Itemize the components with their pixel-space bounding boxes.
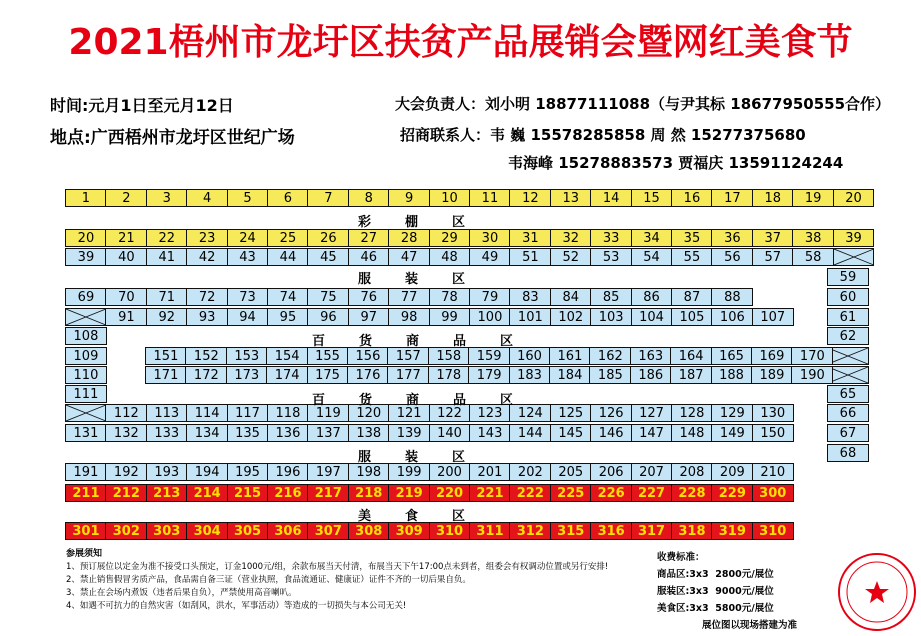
booth-cell: 308 bbox=[348, 522, 390, 540]
booth-cell: 112 bbox=[105, 404, 147, 422]
zone-label-general-2: 百货商品区 bbox=[312, 393, 548, 408]
booth-cell: 159 bbox=[468, 347, 510, 365]
booth-cell: 125 bbox=[550, 404, 592, 422]
booth-cell: 40 bbox=[105, 248, 147, 266]
booth-cell: 179 bbox=[468, 366, 510, 384]
zone-label-caipeng: 彩棚区 bbox=[358, 215, 500, 230]
booth-cell: 155 bbox=[307, 347, 349, 365]
booth-cell: 205 bbox=[550, 463, 592, 481]
booth-cell: 215 bbox=[227, 484, 269, 502]
booth-cell: 122 bbox=[429, 404, 471, 422]
booth-cell: 208 bbox=[671, 463, 713, 481]
booth-cell: 119 bbox=[307, 404, 349, 422]
booth-cell: 228 bbox=[671, 484, 713, 502]
booth-cell: 2 bbox=[105, 189, 147, 207]
fee-row: 美食区:3x3 5800元/展位 bbox=[657, 603, 774, 614]
booth-cell: 67 bbox=[827, 424, 869, 442]
booth-cell: 12 bbox=[509, 189, 551, 207]
booth-cell: 209 bbox=[711, 463, 753, 481]
booth-cell: 49 bbox=[469, 248, 511, 266]
booth-cell: 44 bbox=[267, 248, 309, 266]
booth-cell: 197 bbox=[307, 463, 349, 481]
booth-cell: 19 bbox=[792, 189, 834, 207]
booth-cell: 20 bbox=[65, 229, 107, 247]
booth-cell: 47 bbox=[388, 248, 430, 266]
booth-cell: 56 bbox=[711, 248, 753, 266]
booth-cell: 27 bbox=[348, 229, 390, 247]
booth-cell: 24 bbox=[227, 229, 269, 247]
booth-cell: 114 bbox=[186, 404, 228, 422]
booth-cell: 99 bbox=[429, 308, 471, 326]
zone-label-general-1: 百货商品区 bbox=[312, 334, 548, 349]
booth-cell: 33 bbox=[590, 229, 632, 247]
booth-cell: 58 bbox=[792, 248, 834, 266]
booth-cell: 76 bbox=[348, 288, 390, 306]
booth-cell: 4 bbox=[186, 189, 228, 207]
booth-cell: 187 bbox=[670, 366, 712, 384]
booth-cell: 137 bbox=[307, 424, 349, 442]
fee-table bbox=[657, 549, 797, 634]
booth-cell: 201 bbox=[469, 463, 511, 481]
booth-cell: 317 bbox=[631, 522, 673, 540]
booth-cell: 213 bbox=[146, 484, 188, 502]
notes-heading: 参展须知 bbox=[66, 549, 103, 559]
booth-cell: 185 bbox=[589, 366, 631, 384]
booth-cell: 227 bbox=[631, 484, 673, 502]
booth-cell: 68 bbox=[827, 444, 869, 462]
fee-heading: 收费标准： bbox=[657, 552, 705, 563]
booth-cell: 74 bbox=[267, 288, 309, 306]
booth-cell: 13 bbox=[550, 189, 592, 207]
booth-cell: 108 bbox=[65, 327, 107, 345]
booth-cell: 22 bbox=[146, 229, 188, 247]
booth-cell: 104 bbox=[631, 308, 673, 326]
booth-cell: 100 bbox=[469, 308, 511, 326]
booth-cell: 25 bbox=[267, 229, 309, 247]
booth-cell: 149 bbox=[711, 424, 753, 442]
booth-cell: 165 bbox=[711, 347, 753, 365]
booth-cell: 97 bbox=[348, 308, 390, 326]
booth-cell: 35 bbox=[671, 229, 713, 247]
zone-label-clothing-2: 服装区 bbox=[358, 450, 500, 465]
seal-stamp bbox=[838, 553, 916, 631]
booth-cell: 92 bbox=[146, 308, 188, 326]
booth-cell: 38 bbox=[792, 229, 834, 247]
booth-cell: 39 bbox=[833, 229, 875, 247]
poster-title: 2021梧州市龙圩区扶贫产品展销会暨网红美食节 bbox=[68, 22, 853, 63]
booth-cell: 31 bbox=[509, 229, 551, 247]
booth-cell: 310 bbox=[429, 522, 471, 540]
booth-cell: 135 bbox=[227, 424, 269, 442]
booth-cell: 62 bbox=[827, 327, 869, 345]
booth-cell: 101 bbox=[509, 308, 551, 326]
booth-cell: 200 bbox=[429, 463, 471, 481]
booth-cell: 79 bbox=[469, 288, 511, 306]
booth-cell: 41 bbox=[146, 248, 188, 266]
booth-cell: 73 bbox=[227, 288, 269, 306]
booth-cell: 150 bbox=[752, 424, 794, 442]
booth-cell: 169 bbox=[751, 347, 793, 365]
booth-cell: 164 bbox=[670, 347, 712, 365]
booth-cell: 305 bbox=[227, 522, 269, 540]
booth-cell: 136 bbox=[267, 424, 309, 442]
booth-cell: 310 bbox=[752, 522, 794, 540]
booth-cell: 160 bbox=[509, 347, 551, 365]
booth-cell: 57 bbox=[752, 248, 794, 266]
booth-cell: 42 bbox=[186, 248, 228, 266]
booth-cell: 156 bbox=[347, 347, 389, 365]
booth-cell: 85 bbox=[590, 288, 632, 306]
booth-cell: 18 bbox=[752, 189, 794, 207]
booth-cell: 21 bbox=[105, 229, 147, 247]
event-contact-2: 韦海峰 15278883573 贾福庆 13591124244 bbox=[508, 154, 844, 172]
booth-cell: 133 bbox=[146, 424, 188, 442]
booth-cell: 184 bbox=[549, 366, 591, 384]
booth-cell: 105 bbox=[671, 308, 713, 326]
booth-cell: 144 bbox=[509, 424, 551, 442]
booth-cell: 128 bbox=[671, 404, 713, 422]
booth-cell: 129 bbox=[711, 404, 753, 422]
booth-cell: 146 bbox=[590, 424, 632, 442]
booth-cell: 9 bbox=[388, 189, 430, 207]
booth-cell: 102 bbox=[550, 308, 592, 326]
booth-cell: 174 bbox=[266, 366, 308, 384]
booth-cell: 32 bbox=[550, 229, 592, 247]
booth-cell: 311 bbox=[469, 522, 511, 540]
booth-cell: 111 bbox=[65, 385, 107, 403]
booth-cell: 145 bbox=[550, 424, 592, 442]
booth-cell: 183 bbox=[509, 366, 551, 384]
event-time: 时间:元月1日至元月12日 bbox=[50, 96, 234, 115]
zone-label-clothing: 服装区 bbox=[358, 272, 500, 287]
booth-cell: 178 bbox=[428, 366, 470, 384]
booth-cell: 303 bbox=[146, 522, 188, 540]
booth-cell: 152 bbox=[185, 347, 227, 365]
booth-cell: 158 bbox=[428, 347, 470, 365]
booth-cell: 75 bbox=[307, 288, 349, 306]
booth-cell: 36 bbox=[711, 229, 753, 247]
booth-cell: 46 bbox=[348, 248, 390, 266]
booth-cell: 139 bbox=[388, 424, 430, 442]
booth-cell: 172 bbox=[185, 366, 227, 384]
booth-cell: 194 bbox=[186, 463, 228, 481]
booth-cell: 7 bbox=[307, 189, 349, 207]
booth-cell: 94 bbox=[227, 308, 269, 326]
booth-cell: 95 bbox=[267, 308, 309, 326]
booth-cell: 11 bbox=[469, 189, 511, 207]
empty-booth-cell bbox=[65, 308, 107, 326]
booth-cell: 216 bbox=[267, 484, 309, 502]
booth-cell: 51 bbox=[509, 248, 551, 266]
booth-cell: 218 bbox=[348, 484, 390, 502]
booth-cell: 301 bbox=[65, 522, 107, 540]
booth-cell: 23 bbox=[186, 229, 228, 247]
booth-cell: 315 bbox=[550, 522, 592, 540]
empty-booth-cell bbox=[65, 404, 107, 422]
booth-cell: 53 bbox=[590, 248, 632, 266]
booth-cell: 312 bbox=[509, 522, 551, 540]
booth-cell: 319 bbox=[711, 522, 753, 540]
booth-cell: 1 bbox=[65, 189, 107, 207]
booth-cell: 175 bbox=[307, 366, 349, 384]
booth-cell: 162 bbox=[589, 347, 631, 365]
booth-cell: 28 bbox=[388, 229, 430, 247]
booth-cell: 171 bbox=[145, 366, 187, 384]
booth-cell: 118 bbox=[267, 404, 309, 422]
booth-cell: 188 bbox=[711, 366, 753, 384]
booth-cell: 229 bbox=[711, 484, 753, 502]
event-contact: 招商联系人：韦 巍 15578285858 周 然 15277375680 bbox=[400, 126, 806, 144]
exhibitor-notes bbox=[66, 548, 608, 613]
booth-cell: 110 bbox=[65, 366, 107, 384]
booth-cell: 91 bbox=[105, 308, 147, 326]
event-place: 地点:广西梧州市龙圩区世纪广场 bbox=[50, 128, 295, 148]
booth-cell: 190 bbox=[791, 366, 833, 384]
notes-line: 2、禁止销售假冒劣质产品，食品需自备三证（营业执照，食品流通证、健康证）证件不齐的一切后果自负。 bbox=[66, 575, 471, 585]
booth-cell: 127 bbox=[631, 404, 673, 422]
booth-cell: 16 bbox=[671, 189, 713, 207]
booth-cell: 107 bbox=[752, 308, 794, 326]
fee-row: 商品区:3x3 2800元/展位 bbox=[657, 569, 774, 580]
booth-cell: 78 bbox=[429, 288, 471, 306]
booth-cell: 54 bbox=[631, 248, 673, 266]
booth-cell: 8 bbox=[348, 189, 390, 207]
empty-booth-cell bbox=[827, 366, 869, 384]
booth-cell: 220 bbox=[429, 484, 471, 502]
booth-cell: 93 bbox=[186, 308, 228, 326]
booth-cell: 302 bbox=[105, 522, 147, 540]
booth-cell: 61 bbox=[827, 308, 869, 326]
booth-cell: 60 bbox=[827, 288, 869, 306]
booth-cell: 48 bbox=[429, 248, 471, 266]
booth-cell: 6 bbox=[267, 189, 309, 207]
booth-cell: 212 bbox=[105, 484, 147, 502]
booth-cell: 161 bbox=[549, 347, 591, 365]
booth-cell: 211 bbox=[65, 484, 107, 502]
booth-cell: 5 bbox=[227, 189, 269, 207]
booth-cell: 120 bbox=[348, 404, 390, 422]
booth-cell: 196 bbox=[267, 463, 309, 481]
booth-cell: 153 bbox=[226, 347, 268, 365]
booth-cell: 163 bbox=[630, 347, 672, 365]
booth-cell: 189 bbox=[751, 366, 793, 384]
booth-cell: 45 bbox=[307, 248, 349, 266]
booth-cell: 26 bbox=[307, 229, 349, 247]
booth-cell: 217 bbox=[307, 484, 349, 502]
event-manager: 大会负责人：刘小明 18877111088（与尹其标 18677950555合作） bbox=[395, 95, 891, 113]
booth-cell: 316 bbox=[590, 522, 632, 540]
booth-cell: 87 bbox=[671, 288, 713, 306]
booth-cell: 59 bbox=[827, 268, 869, 286]
notes-line: 1、预订展位以定金为准不接受口头预定，订金1000元/组，余款布展当天付清，布展当天下午17:00点未到者，组委会有权调动位置或另行安排! bbox=[66, 562, 609, 572]
booth-cell: 130 bbox=[752, 404, 794, 422]
booth-cell: 147 bbox=[631, 424, 673, 442]
booth-cell: 66 bbox=[827, 404, 869, 422]
booth-cell: 176 bbox=[347, 366, 389, 384]
booth-cell: 140 bbox=[429, 424, 471, 442]
booth-cell: 69 bbox=[65, 288, 107, 306]
notes-line: 3、禁止在会场内煮饭（违者后果自负），严禁使用高音喇叭。 bbox=[66, 588, 297, 598]
booth-cell: 34 bbox=[631, 229, 673, 247]
booth-cell: 84 bbox=[550, 288, 592, 306]
booth-cell: 55 bbox=[671, 248, 713, 266]
booth-cell: 206 bbox=[590, 463, 632, 481]
booth-cell: 124 bbox=[509, 404, 551, 422]
booth-cell: 170 bbox=[791, 347, 833, 365]
booth-cell: 65 bbox=[827, 385, 869, 403]
booth-cell: 309 bbox=[388, 522, 430, 540]
booth-cell: 83 bbox=[509, 288, 551, 306]
booth-cell: 117 bbox=[227, 404, 269, 422]
booth-cell: 134 bbox=[186, 424, 228, 442]
booth-cell: 98 bbox=[388, 308, 430, 326]
booth-cell: 70 bbox=[105, 288, 147, 306]
booth-cell: 222 bbox=[509, 484, 551, 502]
booth-cell: 300 bbox=[752, 484, 794, 502]
booth-cell: 37 bbox=[752, 229, 794, 247]
booth-cell: 173 bbox=[226, 366, 268, 384]
booth-cell: 191 bbox=[65, 463, 107, 481]
booth-cell: 113 bbox=[146, 404, 188, 422]
booth-cell: 126 bbox=[590, 404, 632, 422]
booth-cell: 207 bbox=[631, 463, 673, 481]
booth-cell: 123 bbox=[469, 404, 511, 422]
zone-label-food: 美食区 bbox=[358, 509, 500, 524]
booth-cell: 154 bbox=[266, 347, 308, 365]
booth-cell: 186 bbox=[630, 366, 672, 384]
booth-cell: 29 bbox=[429, 229, 471, 247]
booth-cell: 226 bbox=[590, 484, 632, 502]
booth-cell: 121 bbox=[388, 404, 430, 422]
booth-cell: 195 bbox=[227, 463, 269, 481]
booth-cell: 109 bbox=[65, 347, 107, 365]
booth-cell: 198 bbox=[348, 463, 390, 481]
empty-booth-cell bbox=[827, 347, 869, 365]
booth-cell: 214 bbox=[186, 484, 228, 502]
booth-cell: 103 bbox=[590, 308, 632, 326]
booth-cell: 86 bbox=[631, 288, 673, 306]
booth-cell: 96 bbox=[307, 308, 349, 326]
booth-cell: 30 bbox=[469, 229, 511, 247]
booth-cell: 77 bbox=[388, 288, 430, 306]
booth-cell: 221 bbox=[469, 484, 511, 502]
booth-cell: 151 bbox=[145, 347, 187, 365]
booth-cell: 39 bbox=[65, 248, 107, 266]
booth-cell: 10 bbox=[429, 189, 471, 207]
seal-star-icon bbox=[840, 555, 914, 629]
booth-cell: 225 bbox=[550, 484, 592, 502]
booth-cell: 88 bbox=[711, 288, 753, 306]
booth-cell: 148 bbox=[671, 424, 713, 442]
booth-cell: 138 bbox=[348, 424, 390, 442]
booth-cell: 177 bbox=[387, 366, 429, 384]
booth-cell: 210 bbox=[752, 463, 794, 481]
booth-cell: 72 bbox=[186, 288, 228, 306]
booth-cell: 3 bbox=[146, 189, 188, 207]
booth-cell: 307 bbox=[307, 522, 349, 540]
fee-row: 服装区:3x3 9000元/展位 bbox=[657, 586, 774, 597]
notes-line: 4、如遇不可抗力的自然灾害（如刮风，洪水，军事活动）等造成的一切损失与本公司无关! bbox=[66, 601, 407, 611]
booth-cell: 193 bbox=[146, 463, 188, 481]
booth-cell: 20 bbox=[833, 189, 875, 207]
booth-cell: 131 bbox=[65, 424, 107, 442]
booth-cell: 192 bbox=[105, 463, 147, 481]
empty-booth-cell bbox=[833, 248, 875, 266]
booth-cell: 17 bbox=[711, 189, 753, 207]
booth-cell: 143 bbox=[469, 424, 511, 442]
booth-cell: 71 bbox=[146, 288, 188, 306]
booth-cell: 106 bbox=[711, 308, 753, 326]
booth-cell: 43 bbox=[227, 248, 269, 266]
booth-cell: 52 bbox=[550, 248, 592, 266]
booth-cell: 132 bbox=[105, 424, 147, 442]
booth-cell: 304 bbox=[186, 522, 228, 540]
booth-cell: 318 bbox=[671, 522, 713, 540]
booth-cell: 15 bbox=[631, 189, 673, 207]
booth-cell: 306 bbox=[267, 522, 309, 540]
fee-footer: 展位图以现场搭建为准 bbox=[702, 620, 798, 631]
booth-cell: 14 bbox=[590, 189, 632, 207]
booth-cell: 202 bbox=[509, 463, 551, 481]
booth-cell: 157 bbox=[387, 347, 429, 365]
booth-cell: 219 bbox=[388, 484, 430, 502]
booth-cell: 199 bbox=[388, 463, 430, 481]
